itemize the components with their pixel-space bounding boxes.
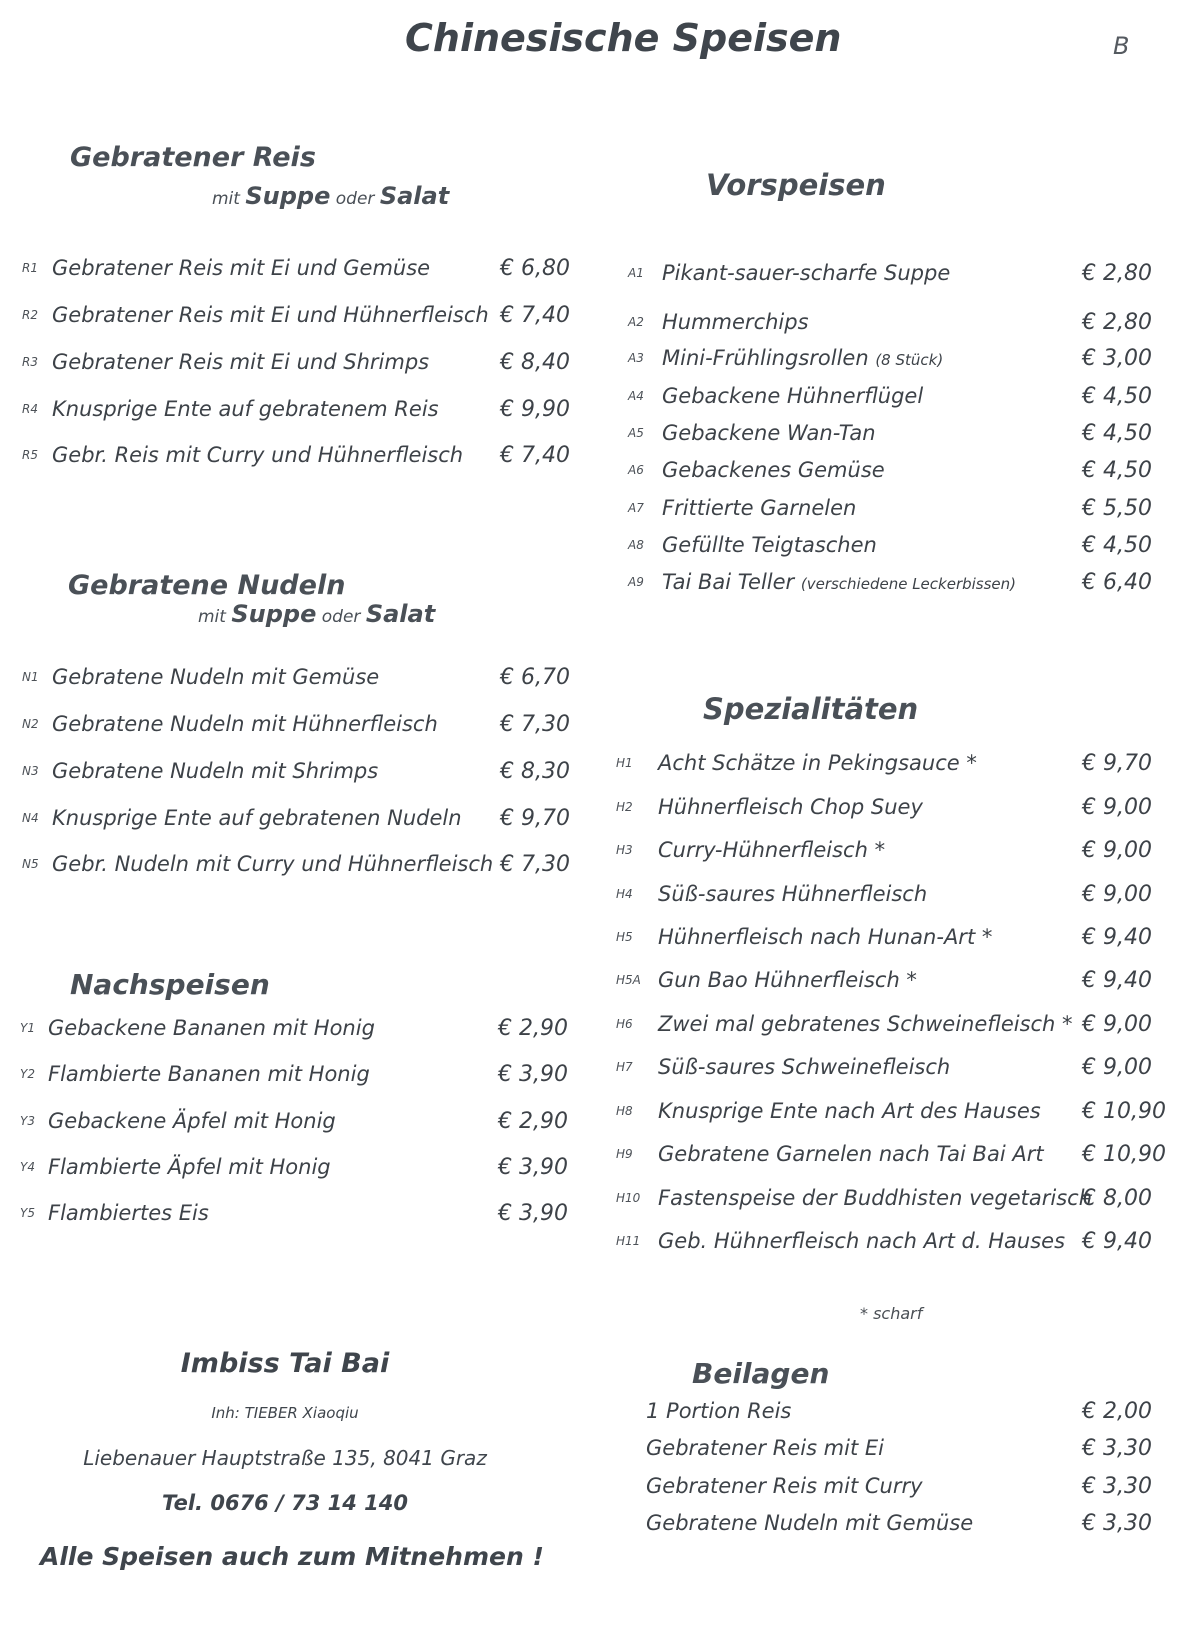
menu-item-code: H4	[616, 887, 633, 901]
menu-item	[628, 261, 1168, 291]
menu-item-name-text: Hühnerfleisch nach Hunan-Art *	[658, 925, 993, 949]
menu-item-name	[658, 1099, 1041, 1123]
menu-item-name	[646, 1399, 791, 1423]
menu-item-note: (verschiedene Leckerbissen)	[800, 575, 1017, 593]
menu-item-price: € 2,80	[1082, 261, 1152, 286]
menu-item-price: € 2,90	[498, 1016, 568, 1041]
menu-item-price: € 3,30	[1082, 1511, 1152, 1536]
section-subtitle-nudeln: mit Suppe oder Salat	[198, 600, 436, 628]
spicy-footnote: * scharf	[860, 1304, 923, 1323]
menu-item-code: Y3	[20, 1114, 35, 1128]
menu-item-name-text: Knusprige Ente nach Art des Hauses	[658, 1099, 1041, 1123]
menu-item-name	[662, 384, 923, 408]
menu-item-name	[646, 1511, 973, 1535]
menu-item-price: € 6,80	[500, 256, 570, 281]
menu-item-price: € 7,30	[500, 852, 570, 877]
menu-item	[22, 806, 570, 836]
menu-item-name	[662, 570, 1016, 594]
menu-item-name-text: Acht Schätze in Pekingsauce *	[658, 751, 977, 775]
menu-item-code: H6	[616, 1017, 633, 1031]
menu-item-name-text: 1 Portion Reis	[646, 1399, 792, 1423]
menu-item-code: R4	[22, 402, 38, 416]
menu-item-name	[658, 1142, 1044, 1166]
menu-item-code: H7	[616, 1060, 633, 1074]
menu-item-name-text: Gebr. Nudeln mit Curry und Hühnerfleisch	[52, 852, 494, 876]
menu-item-name	[52, 759, 378, 783]
menu-item-code: N4	[22, 811, 39, 825]
menu-item	[628, 346, 1168, 376]
menu-item-code: A2	[628, 315, 644, 329]
menu-item-price: € 7,30	[500, 712, 570, 737]
menu-item	[22, 759, 570, 789]
menu-item-price: € 9,00	[1082, 1055, 1152, 1080]
menu-item-code: H1	[616, 756, 633, 770]
menu-item	[628, 533, 1168, 563]
menu-item-price: € 4,50	[1082, 533, 1152, 558]
menu-item-name-text: Mini-Frühlingsrollen	[662, 346, 869, 370]
menu-item	[20, 1155, 568, 1185]
menu-item-code: A8	[628, 538, 644, 552]
menu-item-price: € 5,50	[1082, 496, 1152, 521]
menu-item-price: € 9,40	[1082, 925, 1152, 950]
menu-item-price: € 10,90	[1082, 1142, 1166, 1167]
menu-item-name-text: Pikant-sauer-scharfe Suppe	[662, 261, 951, 285]
restaurant-address: Liebenauer Hauptstraße 135, 8041 Graz	[83, 1446, 487, 1470]
menu-item-price: € 2,90	[498, 1109, 568, 1134]
menu-item-name-text: Süß-saures Schweinefleisch	[658, 1055, 951, 1079]
menu-item-name	[658, 751, 977, 775]
menu-item	[646, 1511, 1166, 1541]
menu-item-code: H2	[616, 800, 633, 814]
menu-item	[628, 310, 1168, 340]
menu-item-name	[48, 1201, 209, 1225]
menu-item	[616, 751, 1172, 781]
section-title-nachspeisen: Nachspeisen	[70, 968, 270, 1001]
menu-item-price: € 9,00	[1082, 1012, 1152, 1037]
menu-item-name-text: Gebr. Reis mit Curry und Hühnerfleisch	[52, 443, 464, 467]
menu-item	[646, 1399, 1166, 1429]
menu-item-code: R3	[22, 355, 38, 369]
menu-item	[22, 350, 570, 380]
menu-item-price: € 9,70	[1082, 751, 1152, 776]
menu-item-price: € 9,40	[1082, 1229, 1152, 1254]
menu-item-name-text: Gebackene Wan-Tan	[662, 421, 876, 445]
menu-item-code: A1	[628, 266, 644, 280]
menu-item-price: € 9,70	[500, 806, 570, 831]
menu-item-price: € 7,40	[500, 303, 570, 328]
menu-item-name	[52, 397, 439, 421]
menu-item	[20, 1201, 568, 1231]
menu-item-name-text: Gebratene Nudeln mit Gemüse	[646, 1511, 974, 1535]
menu-item-name	[662, 496, 856, 520]
menu-item-name-text: Gebackene Äpfel mit Honig	[48, 1109, 336, 1133]
menu-item-name-text: Curry-Hühnerfleisch *	[658, 838, 886, 862]
menu-item-code: Y1	[20, 1021, 35, 1035]
menu-item	[628, 458, 1168, 488]
menu-item-name-text: Flambierte Bananen mit Honig	[48, 1062, 370, 1086]
menu-item-name	[658, 838, 885, 862]
menu-item-code: N1	[22, 670, 39, 684]
menu-item-name	[52, 443, 463, 467]
section-title-beilagen: Beilagen	[692, 1357, 830, 1390]
menu-item	[616, 1055, 1172, 1085]
menu-item-name-text: Gebratener Reis mit Ei und Shrimps	[52, 350, 430, 374]
menu-item-code: R1	[22, 261, 38, 275]
takeaway-note: Alle Speisen auch zum Mitnehmen !	[40, 1542, 544, 1571]
menu-item-name-text: Süß-saures Hühnerfleisch	[658, 882, 928, 906]
menu-item-code: R5	[22, 448, 38, 462]
menu-item-price: € 7,40	[500, 443, 570, 468]
menu-item-name-text: Frittierte Garnelen	[662, 496, 857, 520]
menu-item-name	[646, 1436, 884, 1460]
section-title-reis: Gebratener Reis	[70, 142, 316, 173]
menu-item	[646, 1474, 1166, 1504]
menu-item-code: H8	[616, 1104, 633, 1118]
menu-item-name-text: Gebackenes Gemüse	[662, 458, 885, 482]
menu-item-price: € 3,90	[498, 1062, 568, 1087]
menu-item	[616, 1012, 1172, 1042]
menu-item-price: € 3,90	[498, 1201, 568, 1226]
menu-item-name	[658, 1012, 1073, 1036]
menu-item-name-text: Tai Bai Teller	[662, 570, 795, 594]
menu-item-name	[658, 925, 992, 949]
menu-item-name	[662, 421, 876, 445]
menu-item-name	[658, 795, 923, 819]
menu-item-price: € 2,00	[1082, 1399, 1152, 1424]
menu-item-name	[52, 665, 379, 689]
menu-item-name-text: Hummerchips	[662, 310, 809, 334]
menu-item-price: € 9,40	[1082, 968, 1152, 993]
menu-item-price: € 10,90	[1082, 1099, 1166, 1124]
menu-item-name-text: Gebratene Nudeln mit Hühnerfleisch	[52, 712, 438, 736]
menu-item	[616, 1142, 1172, 1172]
menu-item-name	[658, 1229, 1065, 1253]
menu-item-code: N5	[22, 857, 39, 871]
menu-item-name-text: Gebratene Nudeln mit Gemüse	[52, 665, 380, 689]
menu-item	[22, 256, 570, 286]
menu-item	[20, 1062, 568, 1092]
menu-item-code: N3	[22, 764, 39, 778]
menu-item-name	[52, 806, 462, 830]
menu-item-code: H5A	[616, 973, 641, 987]
menu-item-name	[662, 261, 950, 285]
section-title-nudeln: Gebratene Nudeln	[68, 570, 346, 601]
menu-item-name-text: Gebratene Garnelen nach Tai Bai Art	[658, 1142, 1044, 1166]
menu-item-name	[52, 303, 489, 327]
menu-item	[646, 1436, 1166, 1466]
menu-item-code: A7	[628, 501, 644, 515]
section-title-vorspeisen: Vorspeisen	[706, 168, 886, 202]
menu-item-price: € 6,70	[500, 665, 570, 690]
menu-item-name	[48, 1016, 375, 1040]
menu-item-code: H9	[616, 1147, 633, 1161]
menu-item-name	[48, 1109, 336, 1133]
menu-item-price: € 3,90	[498, 1155, 568, 1180]
menu-item-code: N2	[22, 717, 39, 731]
menu-item-name	[658, 968, 917, 992]
menu-item-code: R2	[22, 308, 38, 322]
menu-item-note: (8 Stück)	[875, 351, 944, 369]
menu-item	[628, 496, 1168, 526]
page-letter: B	[1113, 32, 1130, 60]
menu-item-price: € 3,00	[1082, 346, 1152, 371]
menu-item-name	[662, 533, 877, 557]
menu-item	[616, 1186, 1172, 1216]
menu-item-price: € 4,50	[1082, 384, 1152, 409]
menu-item-price: € 3,30	[1082, 1436, 1152, 1461]
menu-item-price: € 9,00	[1082, 882, 1152, 907]
menu-item-name	[52, 852, 493, 876]
menu-item-name-text: Gun Bao Hühnerfleisch *	[658, 968, 917, 992]
menu-item	[628, 421, 1168, 451]
menu-item-code: A9	[628, 575, 644, 589]
menu-item-code: H10	[616, 1191, 641, 1205]
menu-item-code: A5	[628, 426, 644, 440]
menu-item-price: € 8,30	[500, 759, 570, 784]
menu-item-code: A3	[628, 351, 644, 365]
menu-item-name	[658, 1186, 1092, 1210]
menu-item-code: H3	[616, 843, 633, 857]
restaurant-name: Imbiss Tai Bai	[180, 1348, 390, 1379]
menu-item-price: € 9,00	[1082, 838, 1152, 863]
menu-item-code: A6	[628, 463, 644, 477]
menu-item-name-text: Flambiertes Eis	[48, 1201, 209, 1225]
menu-item-name	[646, 1474, 923, 1498]
menu-item-code: H11	[616, 1234, 641, 1248]
menu-item-price: € 6,40	[1082, 570, 1152, 595]
menu-item-name	[52, 712, 438, 736]
menu-item-name-text: Gebratener Reis mit Ei und Hühnerfleisch	[52, 303, 489, 327]
menu-item-name-text: Knusprige Ente auf gebratenem Reis	[52, 397, 439, 421]
menu-item-code: Y4	[20, 1160, 35, 1174]
restaurant-phone: Tel. 0676 / 73 14 140	[162, 1491, 408, 1515]
menu-item	[628, 384, 1168, 414]
menu-item-name-text: Geb. Hühnerfleisch nach Art d. Hauses	[658, 1229, 1066, 1253]
menu-item-code: Y2	[20, 1067, 35, 1081]
menu-item-price: € 4,50	[1082, 458, 1152, 483]
menu-item	[22, 852, 570, 882]
menu-item-price: € 8,40	[500, 350, 570, 375]
menu-item-name-text: Knusprige Ente auf gebratenen Nudeln	[52, 806, 462, 830]
menu-item-name	[662, 458, 885, 482]
menu-item-price: € 9,90	[500, 397, 570, 422]
menu-item	[616, 925, 1172, 955]
menu-item-name-text: Flambierte Äpfel mit Honig	[48, 1155, 331, 1179]
menu-item-name	[658, 1055, 950, 1079]
menu-item	[616, 968, 1172, 998]
menu-item-code: Y5	[20, 1206, 35, 1220]
menu-item	[616, 882, 1172, 912]
menu-item-name-text: Gefüllte Teigtaschen	[662, 533, 877, 557]
menu-item-name-text: Gebackene Bananen mit Honig	[48, 1016, 375, 1040]
menu-item-name	[52, 256, 430, 280]
menu-item-name	[52, 350, 429, 374]
menu-item	[22, 712, 570, 742]
menu-item	[628, 570, 1168, 600]
menu-item-name	[662, 346, 943, 370]
menu-item	[22, 397, 570, 427]
menu-item	[616, 1229, 1172, 1259]
section-subtitle-reis: mit Suppe oder Salat	[212, 182, 450, 210]
menu-item-name-text: Gebratener Reis mit Curry	[646, 1474, 923, 1498]
menu-item-price: € 9,00	[1082, 795, 1152, 820]
menu-item-price: € 3,30	[1082, 1474, 1152, 1499]
menu-item	[20, 1109, 568, 1139]
menu-item	[616, 795, 1172, 825]
menu-item-name-text: Hühnerfleisch Chop Suey	[658, 795, 923, 819]
menu-item-price: € 4,50	[1082, 421, 1152, 446]
menu-item-name-text: Zwei mal gebratenes Schweinefleisch *	[658, 1012, 1073, 1036]
menu-item-code: A4	[628, 389, 644, 403]
menu-item-name-text: Gebratener Reis mit Ei und Gemüse	[52, 256, 431, 280]
menu-item-name-text: Gebratener Reis mit Ei	[646, 1436, 884, 1460]
menu-item	[616, 1099, 1172, 1129]
menu-item	[22, 303, 570, 333]
menu-item-price: € 2,80	[1082, 310, 1152, 335]
restaurant-owner: Inh: TIEBER Xiaoqiu	[211, 1404, 359, 1422]
menu-item-price: € 8,00	[1082, 1186, 1152, 1211]
menu-item	[20, 1016, 568, 1046]
menu-item-name	[658, 882, 927, 906]
menu-item	[22, 443, 570, 473]
menu-item	[22, 665, 570, 695]
menu-item-name-text: Gebratene Nudeln mit Shrimps	[52, 759, 379, 783]
menu-item-name-text: Gebackene Hühnerflügel	[662, 384, 924, 408]
menu-item	[616, 838, 1172, 868]
menu-item-name-text: Fastenspeise der Buddhisten vegetarisch	[658, 1186, 1093, 1210]
menu-item-name	[662, 310, 809, 334]
menu-item-name	[48, 1155, 331, 1179]
menu-item-code: H5	[616, 930, 633, 944]
menu-item-name	[48, 1062, 370, 1086]
page-title: Chinesische Speisen	[405, 16, 842, 60]
section-title-spezialitaeten: Spezialitäten	[703, 692, 919, 726]
